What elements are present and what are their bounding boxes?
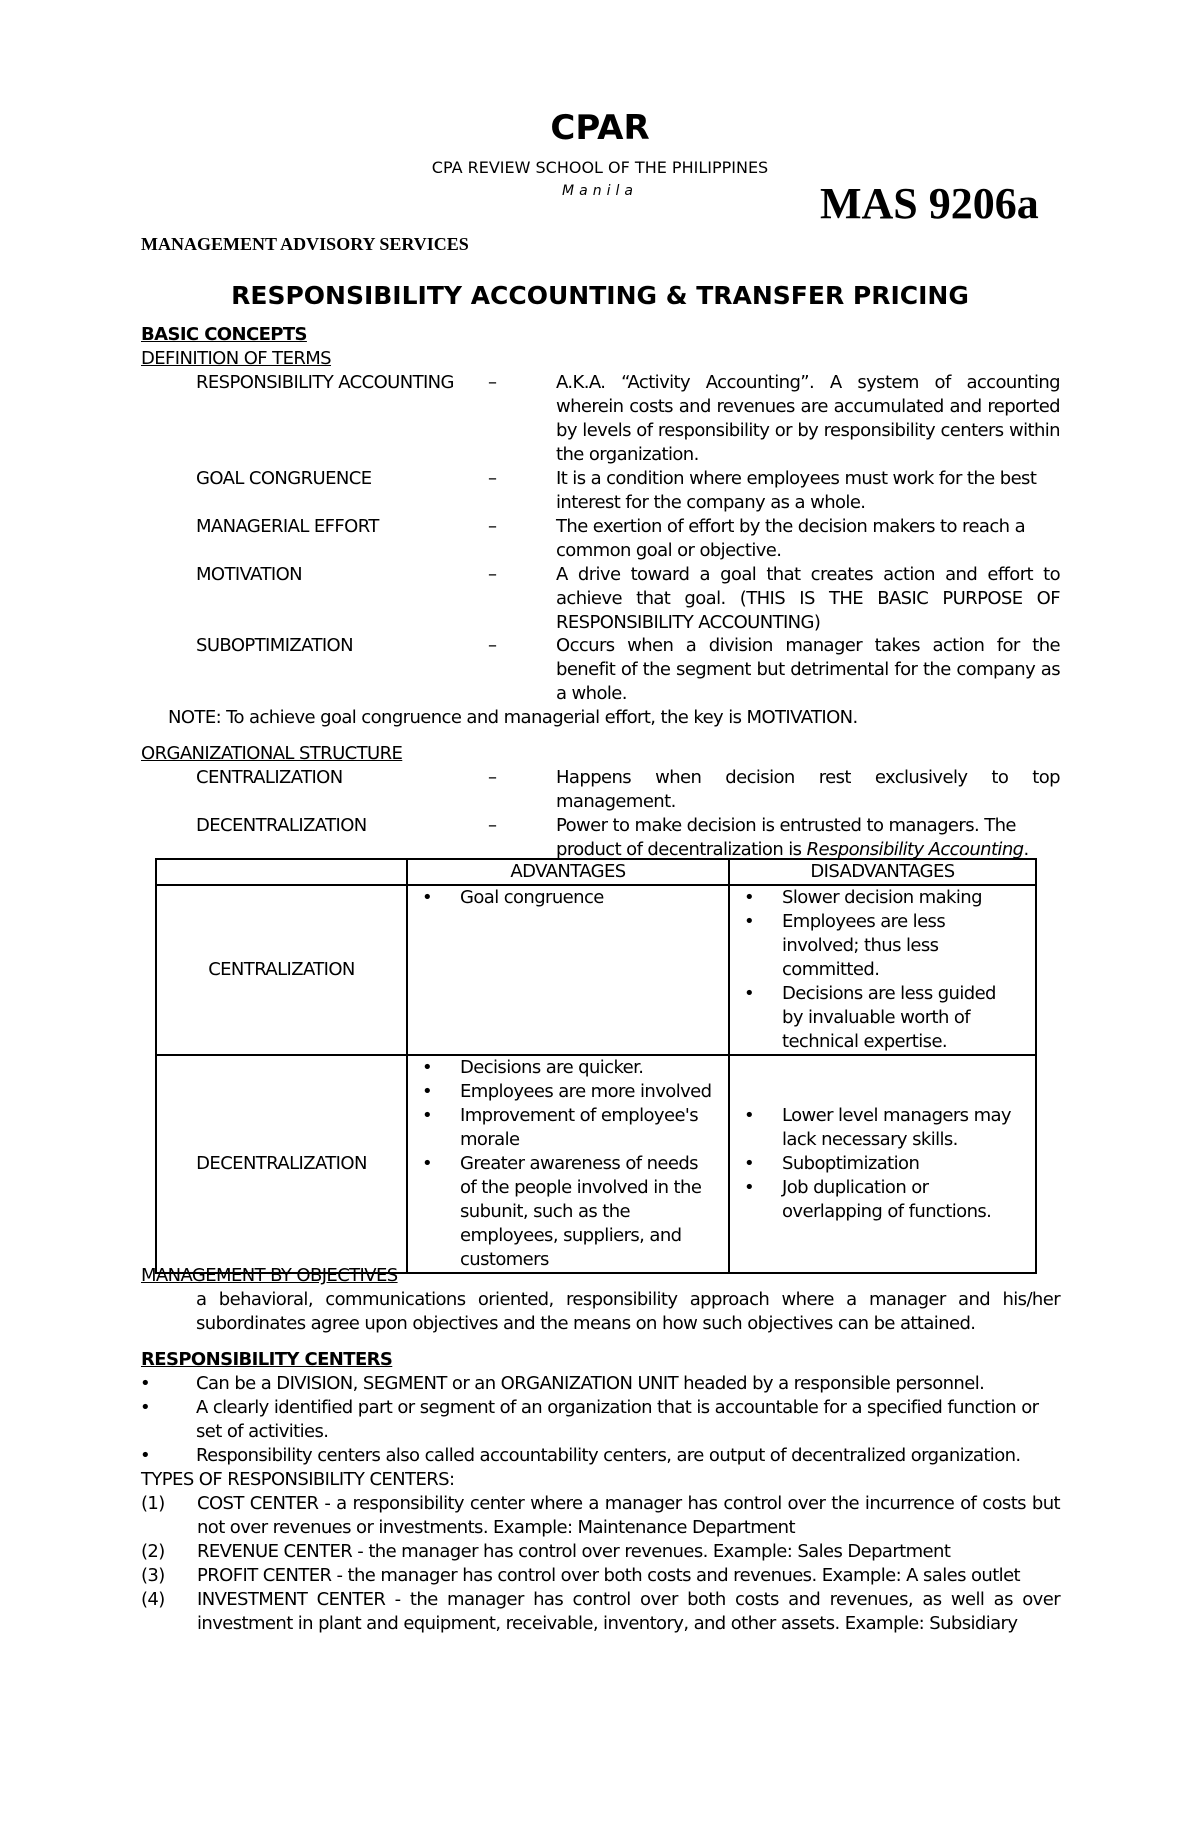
term-dash: – xyxy=(488,372,497,393)
term-definition: A drive toward a goal that creates action and effort to achieve that goal. (THIS IS THE BASIC PURPOSE OF RESPONSIBILITY ACCOUNTING) xyxy=(556,564,1060,633)
row-label: CENTRALIZATION xyxy=(156,885,407,1055)
list-item: • Lower level managers may lack necessary skills. xyxy=(782,1104,1022,1152)
list-item: • Slower decision making xyxy=(782,886,1035,910)
term-definition: It is a condition where employees must work for the best interest for the company as a whole. xyxy=(556,468,1037,513)
definitions-heading: DEFINITION OF TERMS xyxy=(141,348,332,369)
advantages-cell xyxy=(407,885,729,1055)
types-heading: TYPES OF RESPONSIBILITY CENTERS: xyxy=(141,1469,455,1490)
mbo-heading: MANAGEMENT BY OBJECTIVES xyxy=(141,1265,398,1286)
list-item: • A clearly identified part or segment of an organization that is accountable for a specified function or set of activities. xyxy=(138,1396,1060,1444)
term-label: MOTIVATION xyxy=(196,564,303,585)
item-text: COST CENTER - a responsibility center where a manager has control over the incurrence of costs but not over revenues or investments. Example: Maintenance Department xyxy=(197,1493,1060,1538)
term-definition: Occurs when a division manager takes action for the benefit of the segment but detrimental for the company as a whole. xyxy=(556,635,1060,704)
list-item: • Job duplication or overlapping of functions. xyxy=(782,1176,1007,1224)
table-row xyxy=(156,885,1036,1055)
term-label: RESPONSIBILITY ACCOUNTING xyxy=(196,372,454,393)
term-dash: – xyxy=(488,468,497,489)
list-item: • Goal congruence xyxy=(460,886,728,910)
disadvantages-cell xyxy=(729,885,1036,1055)
term-definition: A.K.A. “Activity Accounting”. A system of accounting wherein costs and revenues are accumulated and reported by levels of responsibility or by responsibility centers within the organization. xyxy=(556,372,1060,465)
org-dash: – xyxy=(488,767,497,788)
item-text: INVESTMENT CENTER - the manager has control over both costs and revenues, as well as over investment in plant and equipment, receivable, inventory, and other assets. Example: Subsidiary xyxy=(197,1589,1060,1634)
advantages-cell xyxy=(407,1055,729,1273)
org-definition: Happens when decision rest exclusively to top management. xyxy=(556,767,1060,812)
org-dash: – xyxy=(488,815,497,836)
item-number: (4) xyxy=(141,1589,165,1610)
term-label: SUBOPTIMIZATION xyxy=(196,635,353,656)
term-dash: – xyxy=(488,635,497,656)
responsibility-centers-heading: RESPONSIBILITY CENTERS xyxy=(141,1349,393,1370)
disadvantages-cell xyxy=(729,1055,1036,1273)
term-definition: The exertion of effort by the decision makers to reach a common goal or objective. xyxy=(556,516,1026,561)
list-item: • Employees are more involved xyxy=(460,1080,728,1104)
item-number: (2) xyxy=(141,1541,165,1562)
list-item: • Employees are less involved; thus less committed. xyxy=(782,910,952,982)
school-name: CPA REVIEW SCHOOL OF THE PHILIPPINES xyxy=(431,158,769,177)
list-item xyxy=(141,1564,1060,1588)
table-row xyxy=(156,1055,1036,1273)
item-text: REVENUE CENTER - the manager has control over revenues. Example: Sales Department xyxy=(197,1541,951,1562)
list-item: • Greater awareness of needs of the people involved in the subunit, such as the employees, suppliers, and customers xyxy=(460,1152,715,1272)
term-dash: – xyxy=(488,564,497,585)
subject-title: MANAGEMENT ADVISORY SERVICES xyxy=(141,234,469,254)
list-item xyxy=(141,1588,1060,1636)
page-title: RESPONSIBILITY ACCOUNTING & TRANSFER PRICING xyxy=(231,281,969,310)
centralization-table xyxy=(155,858,1037,1274)
brand-title: CPAR xyxy=(550,108,650,148)
org-term-label: DECENTRALIZATION xyxy=(196,815,367,836)
term-label: GOAL CONGRUENCE xyxy=(196,468,372,489)
list-item: • Suboptimization xyxy=(782,1152,1035,1176)
org-term-label: CENTRALIZATION xyxy=(196,767,343,788)
org-definition: Power to make decision is entrusted to managers. The product of decentralization is Responsibility Accounting. xyxy=(556,815,1029,860)
types-list xyxy=(141,1492,1060,1636)
list-item: • Responsibility centers also called accountability centers, are output of decentralized organization. xyxy=(138,1444,1060,1468)
org-structure-heading: ORGANIZATIONAL STRUCTURE xyxy=(141,743,403,764)
list-item: • Decisions are quicker. xyxy=(460,1056,728,1080)
item-number: (1) xyxy=(141,1493,165,1514)
list-item: • Can be a DIVISION, SEGMENT or an ORGANIZATION UNIT headed by a responsible personnel. xyxy=(138,1372,1060,1396)
list-item: • Decisions are less guided by invaluable worth of technical expertise. xyxy=(782,982,1007,1054)
row-label: DECENTRALIZATION xyxy=(156,1055,407,1273)
disadvantages-header: DISADVANTAGES xyxy=(729,859,1036,885)
responsibility-centers-list xyxy=(138,1372,1060,1468)
term-dash: – xyxy=(488,516,497,537)
school-city: Manila xyxy=(562,183,638,199)
table-header-row xyxy=(156,859,1036,885)
table-corner-cell xyxy=(156,859,407,885)
list-item xyxy=(141,1492,1060,1540)
list-item: • Improvement of employee's morale xyxy=(460,1104,710,1152)
term-label: MANAGERIAL EFFORT xyxy=(196,516,379,537)
item-number: (3) xyxy=(141,1565,165,1586)
mbo-text: a behavioral, communications oriented, responsibility approach where a manager and his/her subordinates agree upon objectives and the means on how such objectives can be attained. xyxy=(196,1289,1060,1334)
document-code: MAS 9206a xyxy=(820,179,1039,228)
basic-concepts-heading: BASIC CONCEPTS xyxy=(141,324,307,345)
list-item xyxy=(141,1540,1060,1564)
advantages-header: ADVANTAGES xyxy=(407,859,729,885)
item-text: PROFIT CENTER - the manager has control over both costs and revenues. Example: A sales outlet xyxy=(197,1565,1021,1586)
note-text: NOTE: To achieve goal congruence and managerial effort, the key is MOTIVATION. xyxy=(168,707,858,728)
